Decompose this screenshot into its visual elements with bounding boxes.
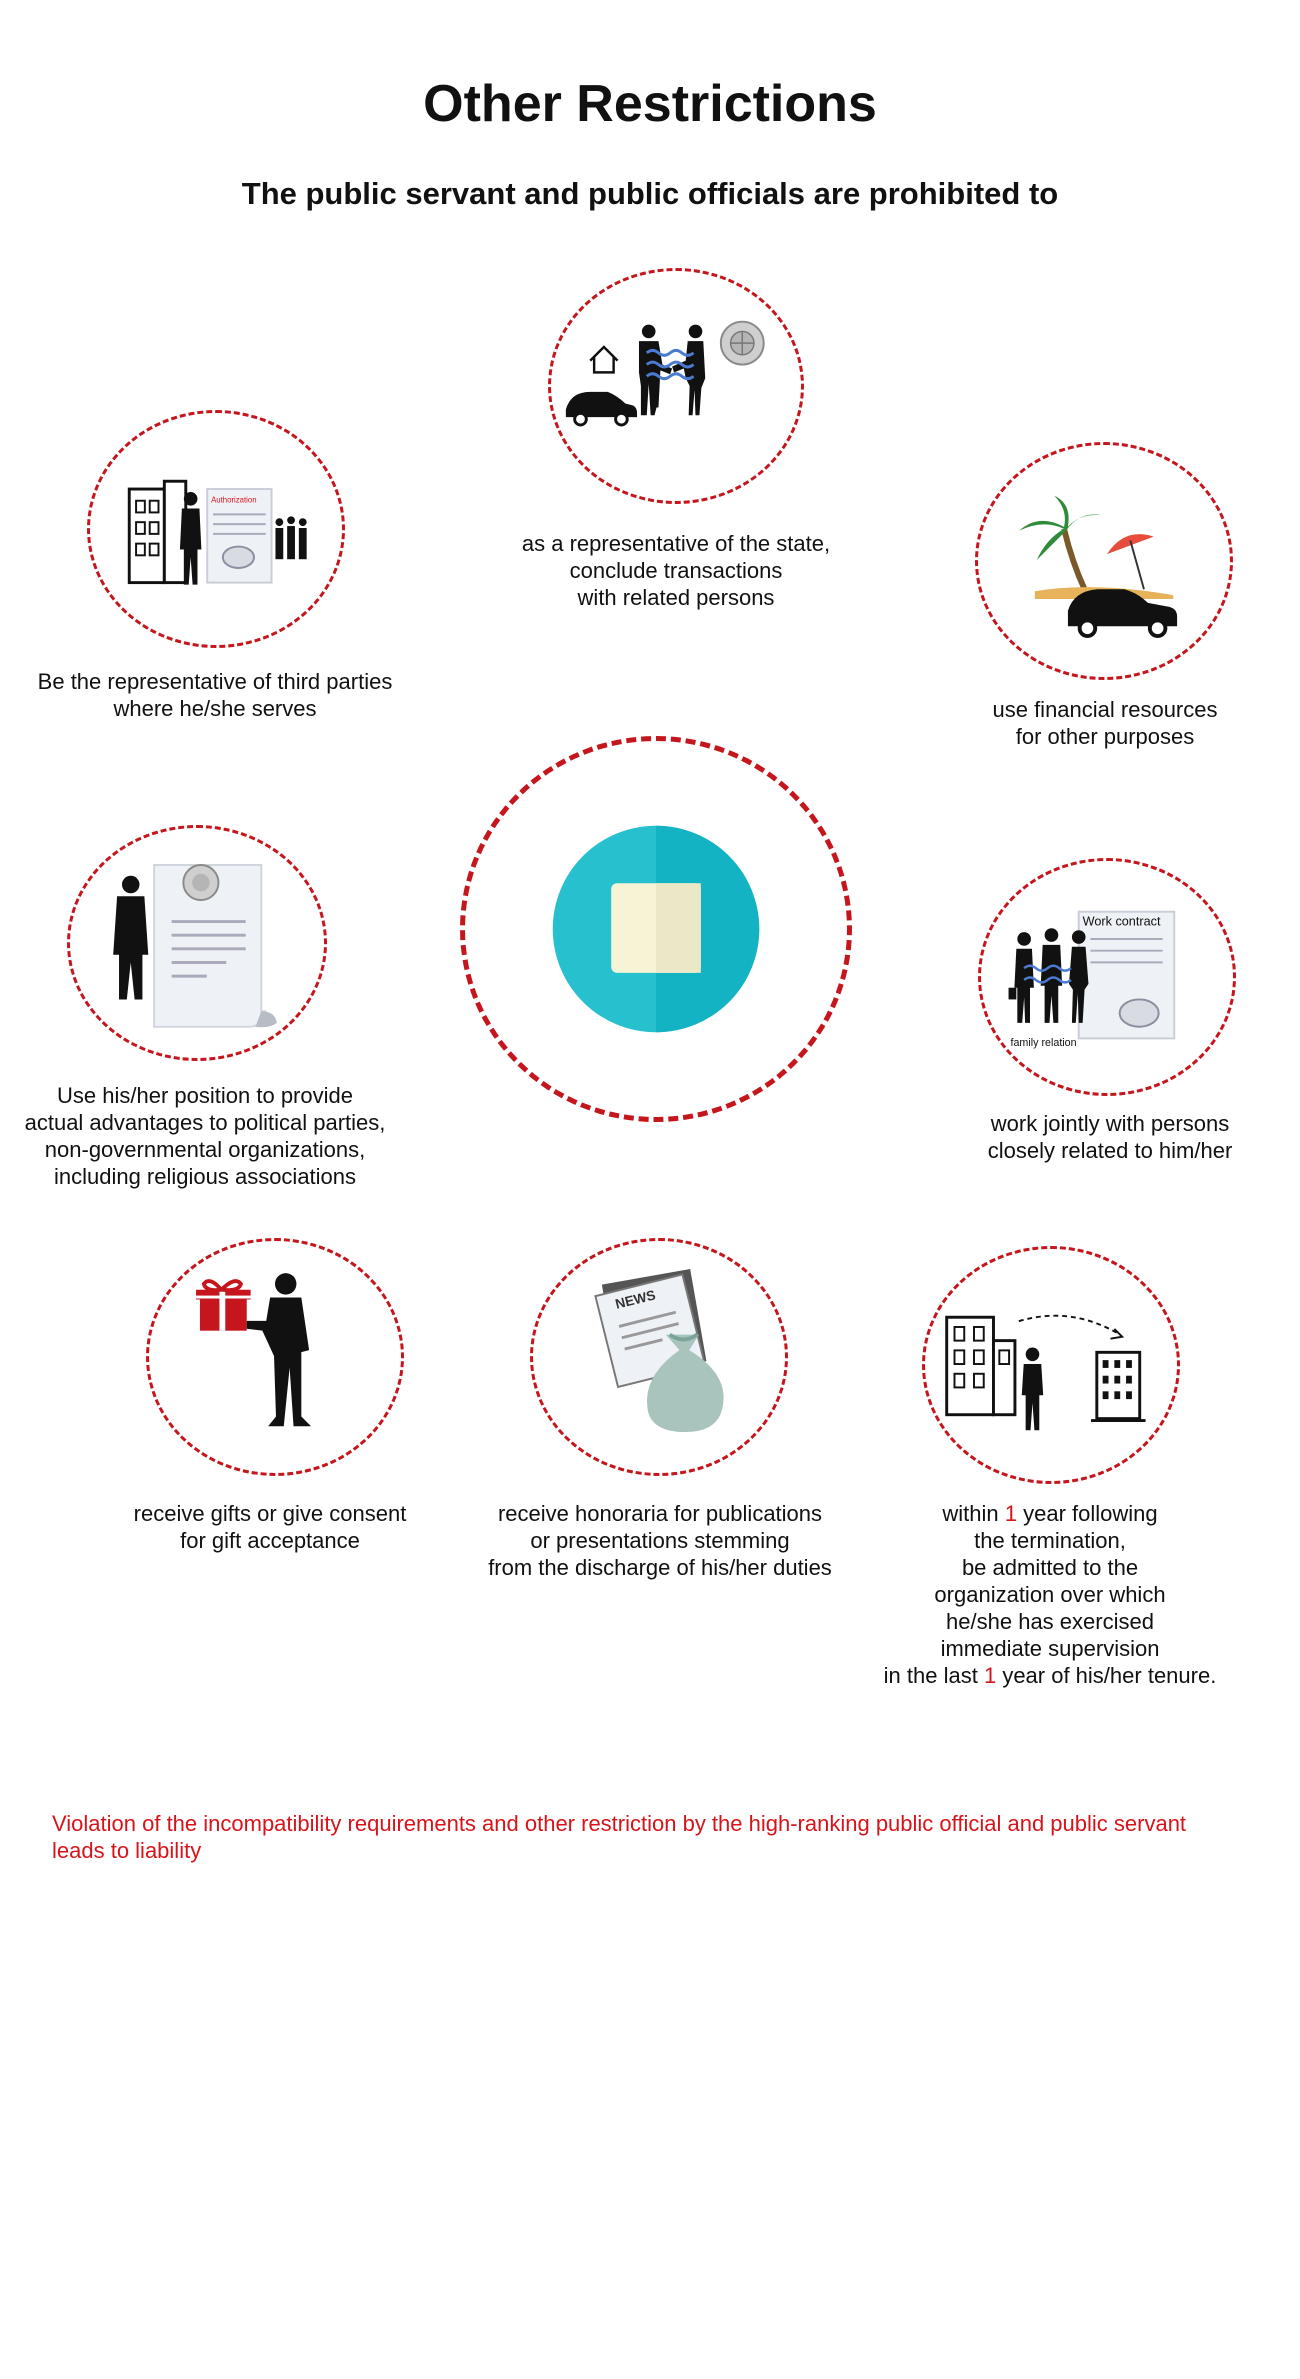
emblem-document-icon <box>70 828 324 1058</box>
caption-line: organization over which <box>934 1582 1166 1607</box>
caption-line: with related persons <box>577 585 775 610</box>
caption-line: use financial resources <box>992 697 1218 722</box>
caption-line <box>860 1500 1240 1527</box>
caption-line: receive honoraria for publications <box>497 1501 823 1526</box>
third-parties-ring <box>87 410 345 648</box>
caption-line: where he/she serves <box>113 696 317 721</box>
caption-line: Use his/her position to provide <box>57 1083 353 1108</box>
caption-line: closely related to him/her <box>987 1138 1233 1163</box>
family-relation-label: family relation <box>1010 1037 1077 1050</box>
caption-line: actual advantages to political parties, <box>24 1110 386 1135</box>
caption-line: as a representative of the state, <box>521 531 831 556</box>
building-transfer-icon <box>925 1249 1177 1481</box>
work-jointly-caption <box>940 1110 1280 1164</box>
newspaper-moneybag-icon <box>533 1241 785 1473</box>
transactions-icon <box>551 271 801 501</box>
termination-ring <box>922 1246 1180 1484</box>
authorization-label: Authorization <box>211 495 257 505</box>
caption-text: year of his/her tenure. <box>996 1663 1217 1688</box>
caption-line: receive gifts or give consent <box>133 1501 407 1526</box>
honoraria-caption <box>460 1500 860 1581</box>
beach-car-icon <box>978 445 1230 677</box>
caption-line: immediate supervision <box>940 1636 1160 1661</box>
liability-note: Violation of the incompatibility requirements and other restriction by the high-ranking public official and public servant leads to liability <box>52 1811 1187 1863</box>
transactions-caption <box>460 530 892 611</box>
third-parties-icon <box>90 413 342 645</box>
caption-line: for gift acceptance <box>180 1528 360 1553</box>
caption-line: from the discharge of his/her duties <box>488 1555 832 1580</box>
document-square-icon <box>465 741 847 1117</box>
termination-caption <box>860 1500 1240 1689</box>
caption-line: be admitted to the <box>961 1555 1139 1580</box>
caption-line: he/she has exercised <box>946 1609 1154 1634</box>
caption-line: including religious associations <box>53 1164 357 1189</box>
honoraria-ring <box>530 1238 788 1476</box>
third-parties-caption <box>10 668 420 722</box>
financial-ring <box>975 442 1233 680</box>
year-number: 1 <box>1004 1501 1017 1526</box>
position-caption <box>0 1082 410 1190</box>
caption-line: conclude transactions <box>569 558 783 583</box>
position-ring <box>67 825 327 1061</box>
caption-line: for other purposes <box>1015 724 1195 749</box>
caption-line <box>860 1662 1240 1689</box>
work-contract-icon <box>981 861 1233 1093</box>
financial-caption <box>930 696 1280 750</box>
transactions-ring <box>548 268 804 504</box>
news-label: NEWS <box>613 1287 658 1312</box>
work-jointly-ring <box>978 858 1236 1096</box>
caption-line: Be the representative of third parties <box>37 669 393 694</box>
gifts-caption <box>100 1500 440 1554</box>
caption-text: in the last <box>883 1663 984 1688</box>
gift-person-icon <box>149 1241 401 1473</box>
caption-text: within <box>942 1501 1005 1526</box>
page-subtitle: The public servant and public officials are prohibited to <box>241 176 1059 211</box>
page-title: Other Restrictions <box>423 75 877 133</box>
caption-line: non-governmental organizations, <box>44 1137 366 1162</box>
caption-line: or presentations stemming <box>530 1528 790 1553</box>
caption-line: the termination, <box>974 1528 1126 1553</box>
caption-text: year following <box>1016 1501 1158 1526</box>
year-number: 1 <box>983 1663 997 1688</box>
gifts-ring <box>146 1238 404 1476</box>
center-ring <box>460 736 852 1122</box>
caption-line: work jointly with persons <box>990 1111 1230 1136</box>
work-contract-label: Work contract <box>1082 914 1161 929</box>
